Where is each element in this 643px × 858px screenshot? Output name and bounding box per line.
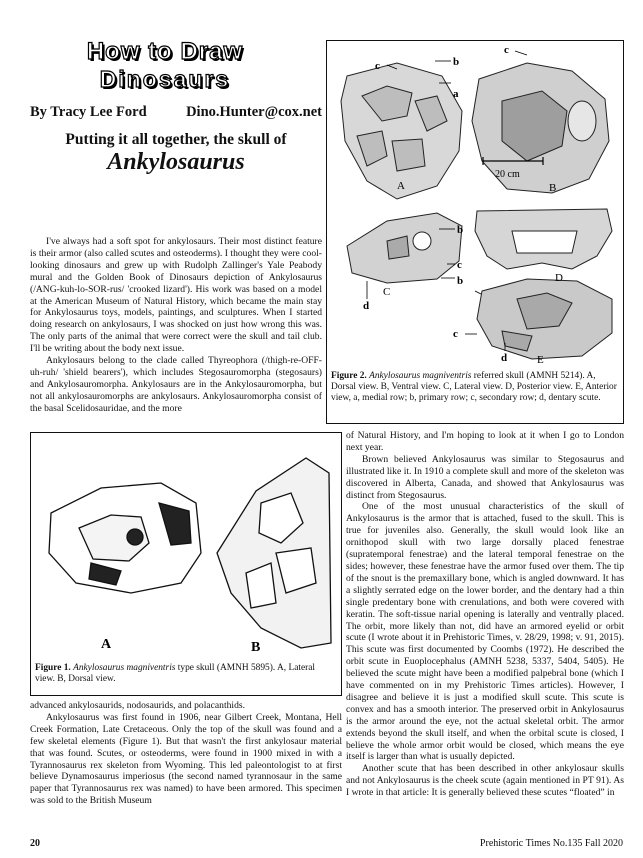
paragraph-intro: I've always had a soft spot for ankylosaurs. Their most distinct feature is their armor (also called scutes and osteoderms). I thought they were cool-looking dinosaurs and grew up with Rudolph Zallinger's Yale Peabody mural and the Golden Book of Dinosaurs depiction of Ankylosaurus (/ANG-kuh-lo-SOR-rus/ 'crooked lizard'). His work was based on a model at the American Museum of Natural History, which became the main stay for Ankylosaurus toys, models, paintings, and sculptures. When I started doing research on ankylosaurs, I was shocked on just how wrong this was. The only parts of the animal that were correct were the skull and tail club. I'll be writing about the body next issue.: [30, 236, 322, 355]
label-d-c: d: [363, 300, 370, 312]
type-skull-lateral: [49, 483, 201, 593]
label-b-c: b: [457, 224, 464, 236]
column-1-top: [30, 236, 322, 415]
figure-2-illustration: [327, 41, 622, 369]
figure-1-label-B: B: [251, 640, 261, 655]
label-E: E: [537, 354, 544, 366]
article-subject: Ankylosaurus: [107, 149, 245, 175]
author-email: Dino.Hunter@cox.net: [186, 104, 322, 120]
figure-1-caption-species: Ankylosaurus magniventris: [73, 663, 176, 673]
label-B: B: [549, 182, 557, 194]
skull-ventral-view: [472, 63, 609, 193]
page-number: 20: [30, 838, 40, 849]
figure-2: [326, 40, 624, 424]
label-c-c: c: [457, 259, 462, 271]
issue-info: Prehistoric Times No.135 Fall 2020: [479, 838, 623, 849]
paragraph-cheek-scute: Another scute that has been described in other ankylosaur skulls and not Ankylosaurus is the cheek scute (again mentioned in PT 91). As I wrote in that article: It is generally believed these scutes “floated” in: [346, 763, 624, 799]
label-c-a: c: [375, 60, 380, 72]
figure-1-caption: [35, 663, 337, 685]
paragraph-advanced-ankylosaurids: advanced ankylosaurids, nodosaurids, and polacanthids.: [30, 700, 246, 711]
author-name: By Tracy Lee Ford: [30, 104, 147, 120]
magazine-series-title: How to Draw: [86, 38, 244, 65]
column-1-bottom: [30, 700, 342, 807]
article-subtitle: Putting it all together, the skull of: [65, 131, 287, 148]
figure-1: [30, 432, 342, 696]
figure-1-label-A: A: [101, 637, 112, 652]
type-skull-dorsal: [217, 458, 331, 648]
figure-1-illustration: [31, 433, 339, 655]
magazine-series-title-2: Dinosaurs: [99, 66, 231, 92]
column-2: [346, 430, 624, 799]
paragraph-thyreophora: Ankylosaurs belong to the clade called Thyreophora (/thigh-re-OFF-uh-ruh/ 'shield bearers'), which includes Stegosauromorpha (stegosaurs) and Ankylosauromorpha. Ankylosaurs are in the Ankylosauromorpha, but not all ankylosauromorphs are ankylosaurs. Ankylosauromorpha consist of the basal Scelidosauridae, and the more: [30, 355, 322, 414]
skull-dorsal-view: [341, 63, 462, 199]
label-b-c2: b: [457, 275, 464, 287]
byline: [30, 104, 322, 121]
figure-1-caption-text: type skull (AMNH 5895). A, Lateral view. B, Dorsal view.: [35, 663, 316, 685]
label-C: C: [383, 286, 391, 298]
label-a-a: a: [453, 88, 459, 100]
label-c-e: c: [453, 328, 458, 340]
figure-1-caption-label: Figure 1.: [35, 663, 71, 673]
figure-2-caption-label: Figure 2.: [331, 371, 367, 381]
label-D: D: [555, 272, 563, 284]
paragraph-natural-history: of Natural History, and I'm hoping to look at it when I go to London next year.: [346, 430, 624, 453]
scale-bar-label: 20 cm: [495, 169, 520, 180]
skull-lateral-view: [347, 213, 462, 283]
figure-2-caption-species: Ankylosaurus magniventris: [369, 371, 472, 381]
skull-anterior-view: [477, 279, 612, 359]
paragraph-skull-characteristics: One of the most unusual characteristics of the skull of Ankylosaurus is the armor that is attached, fused to the skull. This is true for juveniles also. Generally, the skull would look like an ornithopod skull with two large dorsally placed fenestrae (supratemporal fenestrae) and the lateral temporal fenestrae on the sides; however, these fenestrae have the armor fused over them. The tip of the snout is the premaxillary bone, which is angled downward. It has a slightly serrated edge on the lower border, and the dentary had a thin single predentary bone with crenulations, and both were covered with keratin. The soft-tissue narial opening is laterally and ventrally placed. The orbit, more likely than not, did have an armored eyelid or orbit scute (I wrote about it in Prehistoric Times, v. 28/29, 1998; v. 91, 2015). This scute was first documented by Coombs (1972). He described the orbit scute in Euoplocephalus (AMNH 5238, 5337, 5404, 5405). He believed the scute might have been a modified palpebral bone (which I have commented on in my Prehistoric Times articles). However, I disagree and believe it is just a modified skull scute. This scute is convex and has a smooth interior. The preserved orbit in Ankylosaurus is the armor around the eye, not the actual skeletal orbit. The armor extends beyond the skull itself, and when the orbital scute is closed, I believe the whole armor orbit would be closed, which means the eye itself is larger than what is usually depicted.: [346, 501, 624, 763]
paragraph-brown: Brown believed Ankylosaurus was similar to Stegosaurus and illustrated like it. In 1910 a complete skull and more of the skeleton was discovered in Alberta, Canada, and showed that Ankylosaurus was distinct from Stegosaurus.: [346, 453, 624, 501]
label-b-a: b: [453, 56, 460, 68]
label-c-b: c: [504, 44, 509, 56]
label-d-e: d: [501, 352, 508, 364]
skull-posterior-view: [475, 209, 612, 269]
label-A: A: [397, 180, 405, 192]
paragraph-first-found: Ankylosaurus was first found in 1906, near Gilbert Creek, Montana, Hell Creek Formation, Late Cretaceous. Only the top of the skull was found and a few skeletal elements (Figure 1). But that wasn't the first ankylosaur material that was found. Scutes, or osteoderms, were found in 1900 mixed in with a Tyrannosaurus rex skeleton from Wyoming. This led paleontologist to at first believe Dynamosaurus imperiosus (the second named tyrannosaur in the same paper that Tyrannosaurus rex was named) to have been armored. This specimen was sold to the British Museum: [30, 711, 342, 807]
figure-2-caption: [331, 371, 619, 405]
figure-2-caption-text: referred skull (AMNH 5214). A, Dorsal view. B, Ventral view. C, Lateral view. D, Posterior view. E, Anterior view, a, medial row; b, primary row; c, secondary row; d, dentary scute.: [331, 371, 617, 404]
